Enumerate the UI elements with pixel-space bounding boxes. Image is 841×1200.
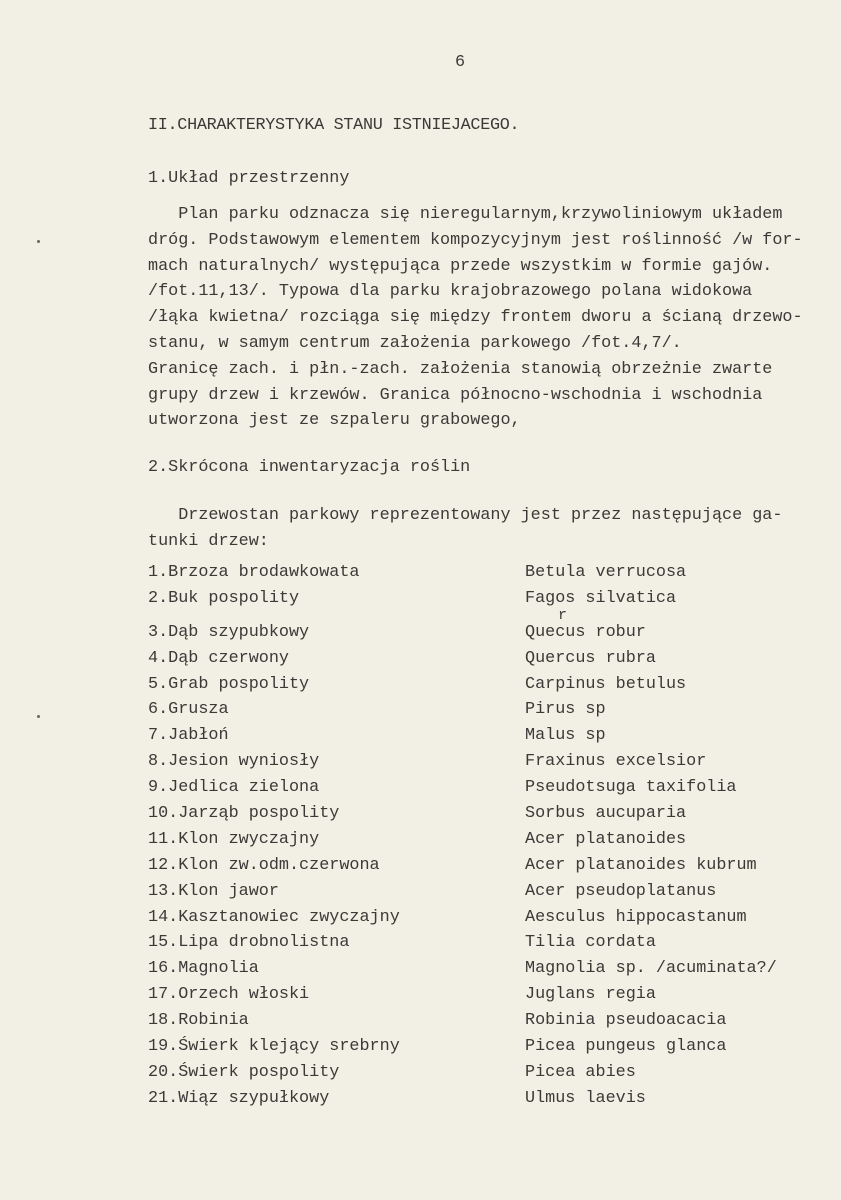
species-row xyxy=(148,982,808,1008)
species-latin-name: Quercus rubra xyxy=(525,648,656,668)
species-row xyxy=(148,606,808,646)
species-row xyxy=(148,646,808,672)
species-polish-name: 17.Orzech włoski xyxy=(148,985,310,1005)
species-polish-name: 18.Robinia xyxy=(148,1011,249,1031)
species-latin-name: Pseudotsuga taxifolia xyxy=(525,778,737,798)
species-polish-name: 8.Jesion wyniosły xyxy=(148,752,320,772)
species-row xyxy=(148,1086,808,1112)
species-latin-name: Quecus robur xyxy=(525,622,646,642)
species-polish-name: 3.Dąb szypubkowy xyxy=(148,622,310,642)
species-polish-name: 5.Grab pospolity xyxy=(148,674,310,694)
text-line: stanu, w samym centrum założenia parkowego /fot.4,7/. xyxy=(148,333,682,353)
species-polish-name: 9.Jedlica zielona xyxy=(148,778,320,798)
species-latin-name: Picea abies xyxy=(525,1062,636,1082)
species-polish-name: 16.Magnolia xyxy=(148,959,259,979)
species-polish-name: 10.Jarząb pospolity xyxy=(148,804,340,824)
species-latin-name: Aesculus hippocastanum xyxy=(525,907,747,927)
species-polish-name: 20.Świerk pospolity xyxy=(148,1062,340,1082)
species-list xyxy=(148,560,808,1112)
species-latin-name: Sorbus aucuparia xyxy=(525,804,687,824)
text-line: Granicę zach. i płn.-zach. założenia stanowią obrzeżnie zwarte xyxy=(148,359,773,379)
species-latin-name: Malus sp xyxy=(525,726,606,746)
species-row xyxy=(148,853,808,879)
species-row xyxy=(148,1060,808,1086)
section-heading-plant-inventory: 2.Skrócona inwentaryzacja roślin xyxy=(148,458,471,477)
species-row xyxy=(148,827,808,853)
species-latin-name: Tilia cordata xyxy=(525,933,656,953)
chapter-title: II.CHARAKTERYSTYKA STANU ISTNIEJACEGO. xyxy=(148,116,520,135)
species-polish-name: 19.Świerk klejący srebrny xyxy=(148,1037,400,1057)
species-row xyxy=(148,1034,808,1060)
species-row xyxy=(148,586,808,612)
species-latin-name: Pirus sp xyxy=(525,700,606,720)
species-row xyxy=(148,905,808,931)
text-line: dróg. Podstawowym elementem kompozycyjnym jest roślinność /w for- xyxy=(148,230,803,250)
species-polish-name: 11.Klon zwyczajny xyxy=(148,829,320,849)
species-polish-name: 12.Klon zw.odm.czerwona xyxy=(148,855,380,875)
species-row xyxy=(148,801,808,827)
species-latin-name: Betula verrucosa xyxy=(525,563,687,582)
text-line: utworzona jest ze szpaleru grabowego, xyxy=(148,411,521,431)
species-latin-name: Acer pseudoplatanus xyxy=(525,881,717,901)
species-row xyxy=(148,879,808,905)
species-row xyxy=(148,723,808,749)
margin-dot xyxy=(37,240,40,243)
species-latin-name: Carpinus betulus xyxy=(525,674,687,694)
species-latin-name: Fagos silvatica xyxy=(525,588,677,608)
species-row xyxy=(148,956,808,982)
text-line: tunki drzew: xyxy=(148,531,269,551)
species-polish-name: 1.Brzoza brodawkowata xyxy=(148,563,360,582)
species-polish-name: 14.Kasztanowiec zwyczajny xyxy=(148,907,400,927)
species-polish-name: 2.Buk pospolity xyxy=(148,588,300,608)
margin-dot xyxy=(37,715,40,718)
species-polish-name: 21.Wiąz szypułkowy xyxy=(148,1088,330,1108)
species-latin-name: Acer platanoides kubrum xyxy=(525,855,757,875)
species-latin-name: Ulmus laevis xyxy=(525,1088,646,1108)
paragraph-plant-inventory xyxy=(148,503,782,555)
species-row xyxy=(148,697,808,723)
species-latin-name: Magnolia sp. /acuminata?/ xyxy=(525,959,777,979)
species-polish-name: 13.Klon jawor xyxy=(148,881,279,901)
species-polish-name: 15.Lipa drobnolistna xyxy=(148,933,350,953)
species-latin-name: Robinia pseudoacacia xyxy=(525,1011,727,1031)
species-polish-name: 4.Dąb czerwony xyxy=(148,648,289,668)
species-row xyxy=(148,672,808,698)
text-line: grupy drzew i krzewów. Granica północno-wschodnia i wschodnia xyxy=(148,385,763,405)
section-heading-spatial-layout: 1.Układ przestrzenny xyxy=(148,169,350,188)
species-polish-name: 6.Grusza xyxy=(148,700,229,720)
species-latin-name: Fraxinus excelsior xyxy=(525,752,707,772)
text-line: Plan parku odznacza się nieregularnym,krzywoliniowym układem xyxy=(148,205,783,224)
species-latin-name: Acer platanoides xyxy=(525,829,687,849)
species-latin-name: Juglans regia xyxy=(525,985,656,1005)
page-number: 6 xyxy=(455,53,466,72)
typed-correction-insert: r xyxy=(558,606,568,624)
species-row xyxy=(148,749,808,775)
paragraph-spatial-layout xyxy=(148,202,803,434)
species-row xyxy=(148,560,808,586)
species-latin-name: Picea pungeus glanca xyxy=(525,1037,727,1057)
species-row xyxy=(148,930,808,956)
text-line: /fot.11,13/. Typowa dla parku krajobrazowego polana widokowa xyxy=(148,282,753,302)
species-row xyxy=(148,1008,808,1034)
text-line: Drzewostan parkowy reprezentowany jest przez następujące ga- xyxy=(148,506,783,525)
species-polish-name: 7.Jabłoń xyxy=(148,726,229,746)
species-row xyxy=(148,775,808,801)
text-line: /łąka kwietna/ rozciąga się między frontem dworu a ścianą drzewo- xyxy=(148,308,803,328)
text-line: mach naturalnych/ występująca przede wszystkim w formie gajów. xyxy=(148,256,773,276)
